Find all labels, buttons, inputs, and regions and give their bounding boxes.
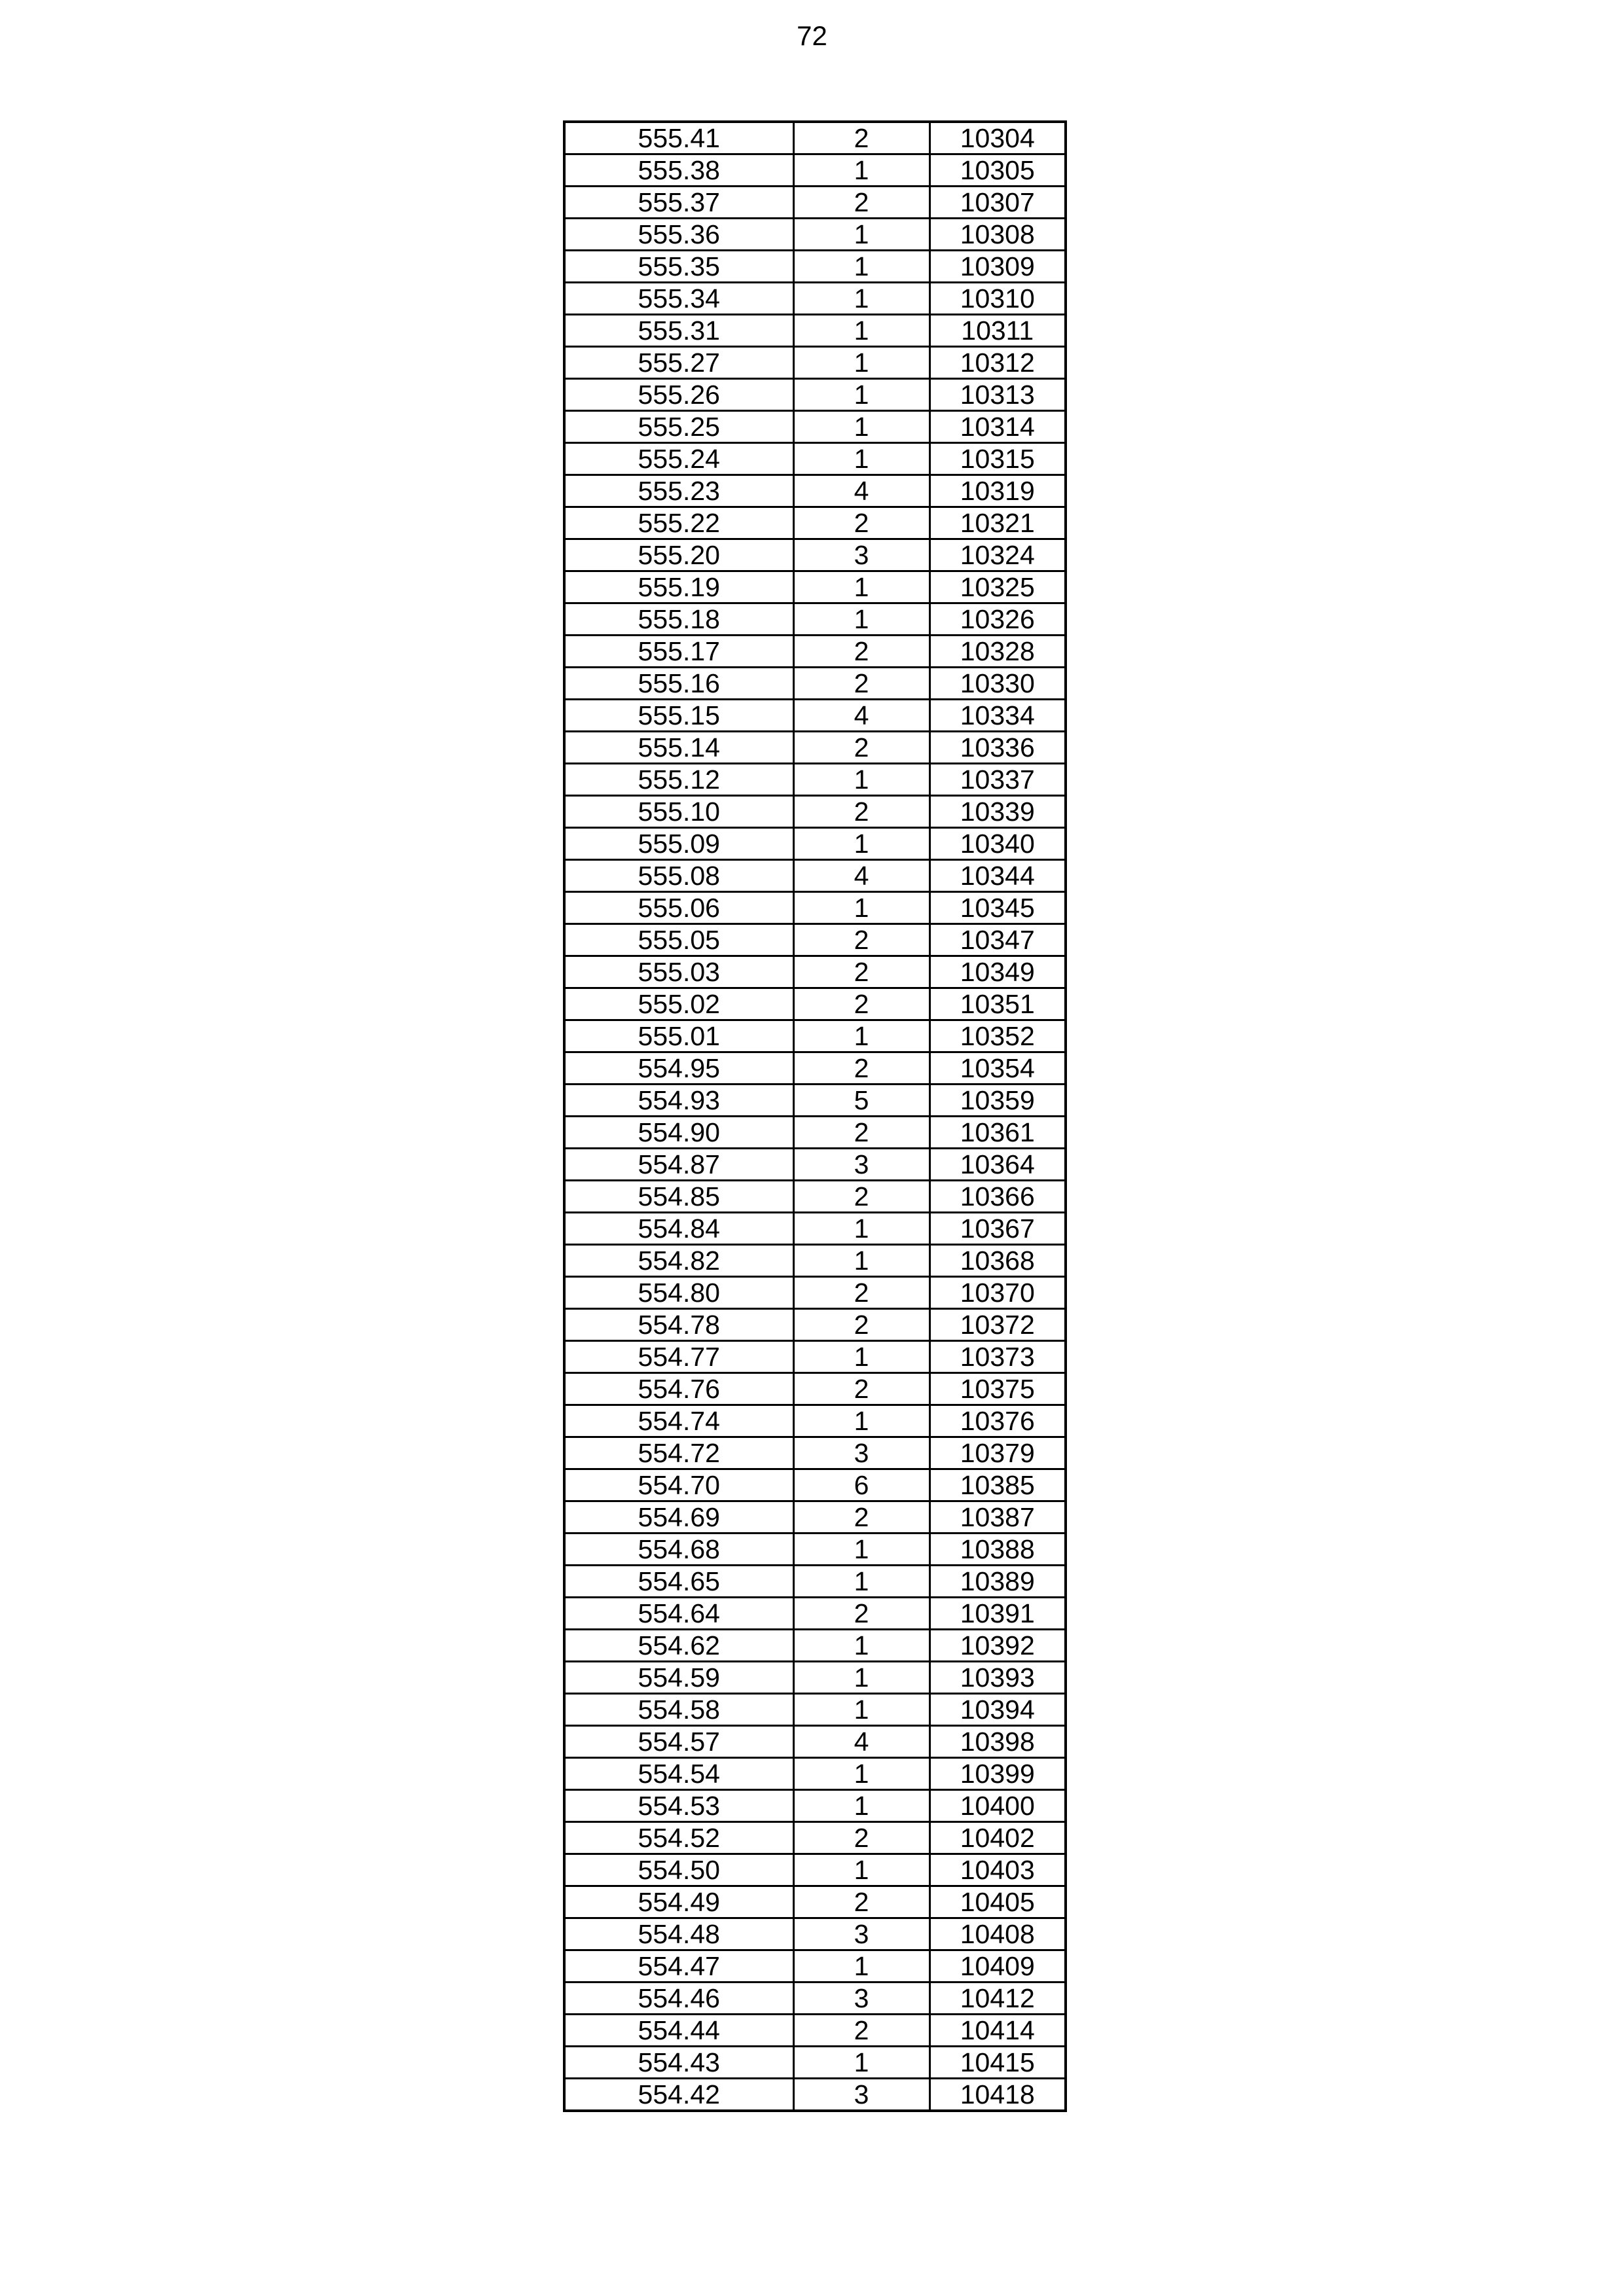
cumulative-cell: 10379	[929, 1437, 1066, 1469]
value-cell: 554.93	[564, 1085, 793, 1117]
cumulative-cell: 10321	[929, 507, 1066, 539]
count-cell: 2	[793, 1309, 929, 1341]
value-cell: 554.53	[564, 1790, 793, 1822]
cumulative-cell: 10349	[929, 956, 1066, 988]
table-row	[564, 379, 1066, 411]
count-cell: 1	[793, 379, 929, 411]
cumulative-cell: 10304	[929, 122, 1066, 154]
value-cell: 555.08	[564, 860, 793, 892]
value-cell: 555.12	[564, 764, 793, 796]
table-row	[564, 732, 1066, 764]
count-cell: 2	[793, 1886, 929, 1918]
table-row	[564, 154, 1066, 187]
cumulative-cell: 10311	[929, 315, 1066, 347]
value-cell: 555.26	[564, 379, 793, 411]
cumulative-cell: 10309	[929, 251, 1066, 283]
table-row	[564, 668, 1066, 700]
count-cell: 1	[793, 1854, 929, 1886]
count-cell: 1	[793, 1245, 929, 1277]
table-row	[564, 122, 1066, 154]
cumulative-cell: 10412	[929, 1982, 1066, 2015]
table-row	[564, 283, 1066, 315]
value-cell: 554.68	[564, 1534, 793, 1566]
value-cell: 555.16	[564, 668, 793, 700]
count-cell: 4	[793, 475, 929, 507]
table-row	[564, 1277, 1066, 1309]
cumulative-cell: 10418	[929, 2079, 1066, 2111]
value-cell: 555.06	[564, 892, 793, 924]
value-cell: 555.03	[564, 956, 793, 988]
table-row	[564, 764, 1066, 796]
table-row	[564, 860, 1066, 892]
count-cell: 1	[793, 1405, 929, 1437]
cumulative-cell: 10385	[929, 1469, 1066, 1501]
count-cell: 1	[793, 892, 929, 924]
cumulative-cell: 10352	[929, 1020, 1066, 1052]
value-cell: 555.05	[564, 924, 793, 956]
value-cell: 555.34	[564, 283, 793, 315]
table-row	[564, 636, 1066, 668]
cumulative-cell: 10399	[929, 1758, 1066, 1790]
table-row	[564, 1758, 1066, 1790]
value-cell: 555.36	[564, 219, 793, 251]
value-cell: 555.10	[564, 796, 793, 828]
value-cell: 555.31	[564, 315, 793, 347]
cumulative-cell: 10393	[929, 1662, 1066, 1694]
value-cell: 554.76	[564, 1373, 793, 1405]
cumulative-cell: 10351	[929, 988, 1066, 1020]
count-cell: 1	[793, 603, 929, 636]
table-row	[564, 251, 1066, 283]
count-cell: 2	[793, 1277, 929, 1309]
table-row	[564, 475, 1066, 507]
count-cell: 3	[793, 1437, 929, 1469]
count-cell: 1	[793, 154, 929, 187]
cumulative-cell: 10315	[929, 443, 1066, 475]
table-row	[564, 1052, 1066, 1085]
value-cell: 555.09	[564, 828, 793, 860]
count-cell: 1	[793, 315, 929, 347]
value-cell: 554.85	[564, 1181, 793, 1213]
count-cell: 2	[793, 187, 929, 219]
count-cell: 1	[793, 1020, 929, 1052]
cumulative-cell: 10328	[929, 636, 1066, 668]
table-row	[564, 603, 1066, 636]
value-cell: 555.41	[564, 122, 793, 154]
count-cell: 3	[793, 539, 929, 571]
cumulative-cell: 10372	[929, 1309, 1066, 1341]
cumulative-cell: 10314	[929, 411, 1066, 443]
table-row	[564, 347, 1066, 379]
value-cell: 554.46	[564, 1982, 793, 2015]
value-cell: 554.62	[564, 1630, 793, 1662]
cumulative-cell: 10389	[929, 1566, 1066, 1598]
value-cell: 554.84	[564, 1213, 793, 1245]
value-cell: 555.38	[564, 154, 793, 187]
value-cell: 554.70	[564, 1469, 793, 1501]
table-row	[564, 924, 1066, 956]
value-cell: 555.25	[564, 411, 793, 443]
value-cell: 555.23	[564, 475, 793, 507]
table-row	[564, 988, 1066, 1020]
count-cell: 1	[793, 283, 929, 315]
count-cell: 1	[793, 1630, 929, 1662]
cumulative-cell: 10337	[929, 764, 1066, 796]
page-number: 72	[797, 20, 827, 51]
value-cell: 555.17	[564, 636, 793, 668]
count-cell: 2	[793, 1117, 929, 1149]
table-row	[564, 1790, 1066, 1822]
table-row	[564, 1886, 1066, 1918]
table-row	[564, 1437, 1066, 1469]
table-row	[564, 1213, 1066, 1245]
value-cell: 555.19	[564, 571, 793, 603]
value-cell: 554.42	[564, 2079, 793, 2111]
table-row	[564, 956, 1066, 988]
table-row	[564, 1726, 1066, 1758]
count-cell: 1	[793, 764, 929, 796]
value-cell: 555.15	[564, 700, 793, 732]
table-row	[564, 1117, 1066, 1149]
cumulative-cell: 10414	[929, 2015, 1066, 2047]
table-row	[564, 1630, 1066, 1662]
value-cell: 554.78	[564, 1309, 793, 1341]
table-row	[564, 1181, 1066, 1213]
cumulative-cell: 10415	[929, 2047, 1066, 2079]
value-cell: 554.77	[564, 1341, 793, 1373]
count-cell: 2	[793, 668, 929, 700]
count-cell: 2	[793, 1822, 929, 1854]
cumulative-cell: 10376	[929, 1405, 1066, 1437]
cumulative-cell: 10370	[929, 1277, 1066, 1309]
value-cell: 554.90	[564, 1117, 793, 1149]
table-row	[564, 2047, 1066, 2079]
cumulative-cell: 10347	[929, 924, 1066, 956]
table-row	[564, 1662, 1066, 1694]
value-cell: 555.27	[564, 347, 793, 379]
table-row	[564, 507, 1066, 539]
table-body	[564, 122, 1066, 2111]
cumulative-cell: 10310	[929, 283, 1066, 315]
cumulative-cell: 10344	[929, 860, 1066, 892]
value-cell: 554.49	[564, 1886, 793, 1918]
value-cell: 555.02	[564, 988, 793, 1020]
count-cell: 2	[793, 796, 929, 828]
cumulative-cell: 10336	[929, 732, 1066, 764]
table-row	[564, 1085, 1066, 1117]
value-cell: 554.43	[564, 2047, 793, 2079]
count-cell: 4	[793, 1726, 929, 1758]
value-cell: 555.14	[564, 732, 793, 764]
count-cell: 1	[793, 219, 929, 251]
cumulative-cell: 10388	[929, 1534, 1066, 1566]
table-row	[564, 1245, 1066, 1277]
table-row	[564, 411, 1066, 443]
cumulative-cell: 10398	[929, 1726, 1066, 1758]
value-cell: 555.01	[564, 1020, 793, 1052]
table-row	[564, 1020, 1066, 1052]
table-row	[564, 828, 1066, 860]
cumulative-cell: 10307	[929, 187, 1066, 219]
cumulative-cell: 10400	[929, 1790, 1066, 1822]
cumulative-cell: 10373	[929, 1341, 1066, 1373]
cumulative-cell: 10394	[929, 1694, 1066, 1726]
count-cell: 2	[793, 732, 929, 764]
table-row	[564, 796, 1066, 828]
cumulative-cell: 10366	[929, 1181, 1066, 1213]
cumulative-cell: 10361	[929, 1117, 1066, 1149]
cumulative-cell: 10340	[929, 828, 1066, 860]
count-cell: 2	[793, 1598, 929, 1630]
table-row	[564, 1694, 1066, 1726]
cumulative-cell: 10312	[929, 347, 1066, 379]
value-cell: 554.44	[564, 2015, 793, 2047]
table-row	[564, 1469, 1066, 1501]
value-cell: 554.64	[564, 1598, 793, 1630]
count-cell: 2	[793, 1373, 929, 1405]
table-row	[564, 1405, 1066, 1437]
value-cell: 554.52	[564, 1822, 793, 1854]
count-cell: 3	[793, 1918, 929, 1950]
table-row	[564, 1918, 1066, 1950]
value-cell: 554.47	[564, 1950, 793, 1982]
cumulative-cell: 10334	[929, 700, 1066, 732]
table-row	[564, 1950, 1066, 1982]
count-cell: 1	[793, 571, 929, 603]
cumulative-cell: 10326	[929, 603, 1066, 636]
table-row	[564, 1822, 1066, 1854]
table-row	[564, 1854, 1066, 1886]
table-row	[564, 187, 1066, 219]
count-cell: 2	[793, 2015, 929, 2047]
value-cell: 555.22	[564, 507, 793, 539]
count-cell: 2	[793, 507, 929, 539]
table-row	[564, 1534, 1066, 1566]
cumulative-cell: 10354	[929, 1052, 1066, 1085]
cumulative-cell: 10324	[929, 539, 1066, 571]
count-cell: 1	[793, 251, 929, 283]
value-cell: 554.82	[564, 1245, 793, 1277]
value-cell: 554.59	[564, 1662, 793, 1694]
value-cell: 554.54	[564, 1758, 793, 1790]
value-cell: 554.74	[564, 1405, 793, 1437]
count-cell: 1	[793, 411, 929, 443]
table-row	[564, 2015, 1066, 2047]
value-cell: 554.95	[564, 1052, 793, 1085]
count-cell: 4	[793, 700, 929, 732]
table-row	[564, 892, 1066, 924]
count-cell: 1	[793, 1534, 929, 1566]
cumulative-cell: 10402	[929, 1822, 1066, 1854]
count-cell: 1	[793, 1566, 929, 1598]
cumulative-cell: 10319	[929, 475, 1066, 507]
value-cell: 555.18	[564, 603, 793, 636]
count-cell: 1	[793, 828, 929, 860]
count-cell: 2	[793, 956, 929, 988]
cumulative-cell: 10391	[929, 1598, 1066, 1630]
cumulative-cell: 10313	[929, 379, 1066, 411]
cumulative-cell: 10387	[929, 1501, 1066, 1534]
value-cell: 555.20	[564, 539, 793, 571]
table-row	[564, 1373, 1066, 1405]
value-cell: 554.80	[564, 1277, 793, 1309]
count-cell: 4	[793, 860, 929, 892]
count-cell: 1	[793, 1758, 929, 1790]
count-cell: 3	[793, 2079, 929, 2111]
value-cell: 554.58	[564, 1694, 793, 1726]
count-cell: 2	[793, 1501, 929, 1534]
cumulative-cell: 10330	[929, 668, 1066, 700]
value-cell: 554.87	[564, 1149, 793, 1181]
cumulative-cell: 10367	[929, 1213, 1066, 1245]
count-cell: 1	[793, 1662, 929, 1694]
table-row	[564, 2079, 1066, 2111]
count-cell: 1	[793, 1694, 929, 1726]
count-cell: 1	[793, 1341, 929, 1373]
count-cell: 1	[793, 1790, 929, 1822]
value-cell: 554.57	[564, 1726, 793, 1758]
count-cell: 6	[793, 1469, 929, 1501]
count-cell: 2	[793, 122, 929, 154]
count-cell: 2	[793, 988, 929, 1020]
table-row	[564, 700, 1066, 732]
cumulative-cell: 10339	[929, 796, 1066, 828]
cumulative-cell: 10368	[929, 1245, 1066, 1277]
table-row	[564, 1341, 1066, 1373]
table-row	[564, 443, 1066, 475]
count-cell: 3	[793, 1149, 929, 1181]
value-cell: 554.72	[564, 1437, 793, 1469]
count-cell: 5	[793, 1085, 929, 1117]
table-row	[564, 315, 1066, 347]
cumulative-cell: 10308	[929, 219, 1066, 251]
table-row	[564, 571, 1066, 603]
cumulative-cell: 10359	[929, 1085, 1066, 1117]
count-cell: 1	[793, 2047, 929, 2079]
count-cell: 1	[793, 443, 929, 475]
count-cell: 1	[793, 1213, 929, 1245]
cumulative-cell: 10305	[929, 154, 1066, 187]
cumulative-cell: 10409	[929, 1950, 1066, 1982]
count-cell: 2	[793, 924, 929, 956]
cumulative-cell: 10364	[929, 1149, 1066, 1181]
table-row	[564, 1982, 1066, 2015]
value-cell: 554.48	[564, 1918, 793, 1950]
cumulative-cell: 10408	[929, 1918, 1066, 1950]
count-cell: 2	[793, 636, 929, 668]
value-cell: 555.24	[564, 443, 793, 475]
cumulative-cell: 10403	[929, 1854, 1066, 1886]
cumulative-cell: 10325	[929, 571, 1066, 603]
value-cell: 555.35	[564, 251, 793, 283]
cumulative-cell: 10375	[929, 1373, 1066, 1405]
table-row	[564, 1149, 1066, 1181]
cumulative-cell: 10392	[929, 1630, 1066, 1662]
count-cell: 1	[793, 347, 929, 379]
table-row	[564, 1598, 1066, 1630]
table-row	[564, 1566, 1066, 1598]
count-cell: 2	[793, 1052, 929, 1085]
table-row	[564, 219, 1066, 251]
cumulative-cell: 10345	[929, 892, 1066, 924]
table-row	[564, 1501, 1066, 1534]
value-cell: 555.37	[564, 187, 793, 219]
count-cell: 3	[793, 1982, 929, 2015]
data-table	[563, 120, 1067, 2112]
count-cell: 2	[793, 1181, 929, 1213]
value-cell: 554.50	[564, 1854, 793, 1886]
cumulative-cell: 10405	[929, 1886, 1066, 1918]
table-row	[564, 1309, 1066, 1341]
value-cell: 554.69	[564, 1501, 793, 1534]
table-row	[564, 539, 1066, 571]
value-cell: 554.65	[564, 1566, 793, 1598]
count-cell: 1	[793, 1950, 929, 1982]
